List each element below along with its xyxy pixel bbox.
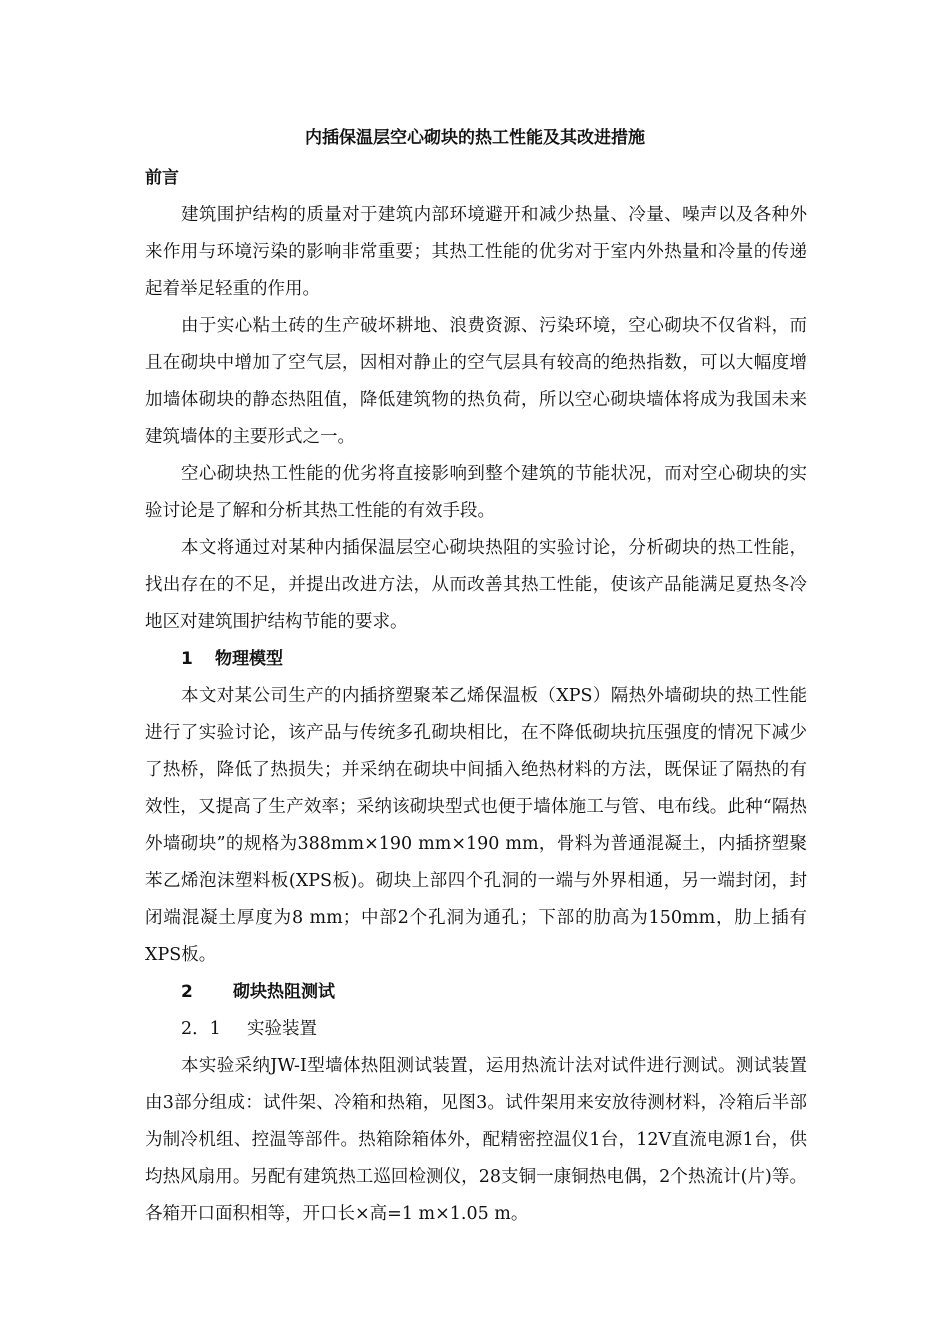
foreword-paragraph-2: 由于实心粘土砖的生产破坏耕地、浪费资源、污染环境，空心砌块不仅省料，而且在砌块中增加了空气层，因相对静止的空气层具有较高的绝热指数，可以大幅度增加墙体砌块的静态热阻值，降低建筑物的热负荷，所以空心砌块墙体将成为我国未来建筑墙体的主要形式之一。 (145, 316, 807, 447)
section-1-title: 物理模型 (215, 649, 283, 669)
subsection-2-1-number: 2．1 (181, 1019, 221, 1039)
foreword-paragraph-3: 空心砌块热工性能的优劣将直接影响到整个建筑的节能状况，而对空心砌块的实验讨论是了解和分析其热工性能的有效手段。 (145, 464, 807, 521)
foreword-heading: 前言 (145, 168, 179, 188)
section-2-paragraph: 本实验采纳JW-I型墙体热阻测试装置，运用热流计法对试件进行测试。测试装置由3部分组成：试件架、冷箱和热箱，见图3。试件架用来安放待测材料，冷箱后半部为制冷机组、控温等部件。热箱除箱体外，配精密控温仪1台，12V直流电源1台，供均热风扇用。另配有建筑热工巡回检测仪，28支铜一康铜热电偶，2个热流计(片)等。各箱开口面积相等，开口长×高=1 m×1.05 m。 (145, 1056, 807, 1224)
section-1-heading (145, 641, 807, 678)
foreword-paragraph-1: 建筑围护结构的质量对于建筑内部环境避开和减少热量、冷量、噪声以及各种外来作用与环境污染的影响非常重要；其热工性能的优劣对于室内外热量和冷量的传递起着举足轻重的作用。 (145, 205, 807, 299)
section-2-heading (145, 974, 807, 1011)
document-body (145, 160, 807, 1233)
subsection-2-1-heading (145, 1011, 807, 1048)
subsection-2-1-title: 实验装置 (247, 1019, 317, 1039)
section-2-number: 2 (181, 982, 193, 1002)
section-1-number: 1 (181, 649, 193, 669)
document-title: 内插保温层空心砌块的热工性能及其改进措施 (305, 128, 645, 148)
foreword-paragraph-4: 本文将通过对某种内插保温层空心砌块热阻的实验讨论，分析砌块的热工性能，找出存在的不足，并提出改进方法，从而改善其热工性能，使该产品能满足夏热冬冷地区对建筑围护结构节能的要求。 (145, 538, 807, 632)
section-1-paragraph: 本文对某公司生产的内插挤塑聚苯乙烯保温板（XPS）隔热外墙砌块的热工性能进行了实验讨论，该产品与传统多孔砌块相比，在不降低砌块抗压强度的情况下减少了热桥，降低了热损失；并采纳在砌块中间插入绝热材料的方法，既保证了隔热的有效性，又提高了生产效率；采纳该砌块型式也便于墙体施工与管、电布线。此种“隔热外墙砌块”的规格为388mm×190 mm×190 mm，骨料为普通混凝土，内插挤塑聚苯乙烯泡沫塑料板(XPS板)。砌块上部四个孔洞的一端与外界相通，另一端封闭，封闭端混凝土厚度为8 mm；中部2个孔洞为通孔；下部的肋高为150mm，肋上插有XPS板。 (145, 686, 807, 965)
section-2-title: 砌块热阻测试 (233, 982, 335, 1002)
